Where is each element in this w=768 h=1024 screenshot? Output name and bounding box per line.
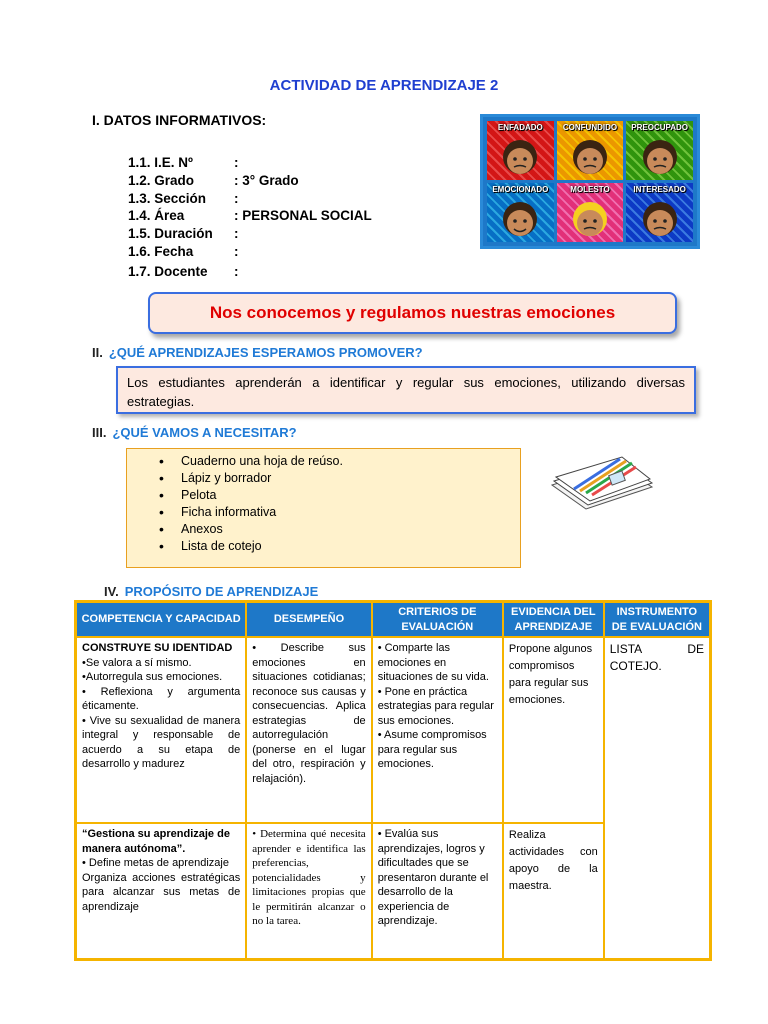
materials-item: • Lápiz y borrador xyxy=(159,470,520,487)
emotion-label: MOLESTO xyxy=(570,185,610,194)
info-row-seccion xyxy=(128,190,239,208)
purpose-table xyxy=(74,600,712,961)
info-row-duracion xyxy=(128,225,239,243)
emotions-image xyxy=(480,114,700,249)
section-heading-text: ¿QUÉ APRENDIZAJES ESPERAMOS PROMOVER? xyxy=(108,345,423,360)
emotion-card xyxy=(626,121,693,180)
table-row xyxy=(76,637,711,823)
criterios-cell xyxy=(372,637,503,823)
section-heading-text: PROPÓSITO DE APRENDIZAJE xyxy=(124,584,319,599)
competencia-cell xyxy=(76,637,247,823)
evidencia-cell: Realiza actividades con apoyo de la maestra. xyxy=(503,823,604,959)
capacidad-item: • Vive su sexualidad de manera integral y responsable de acuerdo a su etapa de desarrollo y madurez xyxy=(82,714,241,770)
materials-item: • Ficha informativa xyxy=(159,504,520,521)
section-heading-datos: I. DATOS INFORMATIVOS: xyxy=(92,112,267,128)
info-value: : xyxy=(234,191,239,206)
criterio-item: • Asume compromisos para regular sus emociones. xyxy=(377,729,487,770)
info-value: : PERSONAL SOCIAL xyxy=(234,208,372,223)
info-value: : xyxy=(234,264,239,279)
emotion-label: ENFADADO xyxy=(497,123,543,132)
table-header: CRITERIOS DE EVALUACIÓN xyxy=(372,602,503,638)
criterio-item: • Comparte las emociones en situaciones de su vida. xyxy=(377,642,489,683)
activity-title-banner: Nos conocemos y regulamos nuestras emociones xyxy=(148,292,677,334)
materials-item: • Pelota xyxy=(159,487,520,504)
info-value: : xyxy=(234,244,239,259)
info-row-grado xyxy=(128,172,299,190)
info-label: 1.6. Fecha xyxy=(128,244,194,259)
info-label: 1.3. Sección xyxy=(128,191,207,206)
criterios-cell: • Evalúa sus aprendizajes, logros y dificultades que se presentaron durante el desarrollo de la experiencia de aprendizaje. xyxy=(372,823,503,959)
child-face-icon xyxy=(499,135,541,180)
section-number: II. xyxy=(92,345,103,360)
evidencia-cell: Propone algunos compromisos para regular sus emociones. xyxy=(503,637,604,823)
info-row-docente xyxy=(128,263,239,281)
emotion-card xyxy=(487,121,554,180)
table-header: INSTRUMENTO DE EVALUACIÓN xyxy=(604,602,711,638)
capacidad-item: • Define metas de aprendizaje xyxy=(82,857,229,869)
info-label: 1.2. Grado xyxy=(128,173,195,188)
competencia-title: “Gestiona su aprendizaje de manera autónoma”. xyxy=(82,828,230,855)
info-value: : xyxy=(234,155,239,170)
capacidad-item: •Autorregula sus emociones. xyxy=(82,671,223,683)
emotion-label: EMOCIONADO xyxy=(492,185,549,194)
table-header: EVIDENCIA DEL APRENDIZAJE xyxy=(503,602,604,638)
info-label: 1.5. Duración xyxy=(128,226,213,241)
materials-item: • Cuaderno una hoja de reúso. xyxy=(159,453,520,470)
child-face-icon xyxy=(639,135,681,180)
capacidad-item: • Reflexiona y argumenta éticamente. xyxy=(82,685,241,712)
info-row-ie xyxy=(128,154,239,172)
child-face-icon xyxy=(639,197,681,242)
capacidad-item: •Se valora a sí mismo. xyxy=(82,656,192,669)
materials-box xyxy=(126,448,521,568)
info-label: 1.4. Área xyxy=(128,208,185,223)
section-number: IV. xyxy=(104,584,119,599)
emotion-card xyxy=(626,183,693,242)
materials-item: • Lista de cotejo xyxy=(159,538,520,555)
info-label: 1.1. I.E. Nº xyxy=(128,155,193,170)
emotion-label: PREOCUPADO xyxy=(631,123,689,132)
section-heading-proposito xyxy=(104,584,318,599)
emotion-card xyxy=(557,183,624,242)
section-heading-aprendizajes xyxy=(92,345,423,360)
info-label: 1.7. Docente xyxy=(128,264,208,279)
child-face-icon xyxy=(569,135,611,180)
capacidad-item: Organiza acciones estratégicas para alcanzar sus metas de aprendizaje xyxy=(82,871,241,913)
child-face-icon xyxy=(569,197,611,242)
table-header-row xyxy=(76,602,711,638)
info-row-area xyxy=(128,207,372,225)
instrumento-cell: LISTA DE COTEJO. xyxy=(604,637,711,959)
info-value: : 3° Grado xyxy=(234,173,299,188)
table-header: COMPETENCIA Y CAPACIDAD xyxy=(76,602,247,638)
section-number: III. xyxy=(92,425,107,440)
info-value: : xyxy=(234,226,239,241)
emotion-card xyxy=(487,183,554,242)
child-face-icon xyxy=(499,197,541,242)
table-header: DESEMPEÑO xyxy=(246,602,371,638)
materials-item: • Anexos xyxy=(159,521,520,538)
notebook-pencils-illustration xyxy=(540,445,660,513)
desempeno-cell: • Describe sus emociones en situaciones cotidianas; reconoce sus causas y consecuencias. Aplica estrategias de autorregulación (ponerse en el lugar del otro, respiración y relajación). xyxy=(246,637,371,823)
learning-goal-box: Los estudiantes aprenderán a identificar y regular sus emociones, utilizando diversas estrategias. xyxy=(116,366,696,414)
section-heading-text: ¿QUÉ VAMOS A NECESITAR? xyxy=(112,425,297,440)
emotion-label: INTERESADO xyxy=(633,185,686,194)
criterio-item: • Pone en práctica estrategias para regular sus emociones. xyxy=(377,685,494,727)
emotion-label: CONFUNDIDO xyxy=(562,123,618,132)
competencia-cell xyxy=(76,823,247,959)
info-row-fecha xyxy=(128,243,239,261)
desempeno-cell: • Determina qué necesita aprender e identifica las preferencias, potencialidades y limitaciones propias que le permitirán alcanzar o no la tarea. xyxy=(246,823,371,959)
emotion-card xyxy=(557,121,624,180)
section-heading-necesitar xyxy=(92,425,297,440)
competencia-title: CONSTRUYE SU IDENTIDAD xyxy=(82,642,233,654)
page-title: ACTIVIDAD DE APRENDIZAJE 2 xyxy=(269,77,499,94)
